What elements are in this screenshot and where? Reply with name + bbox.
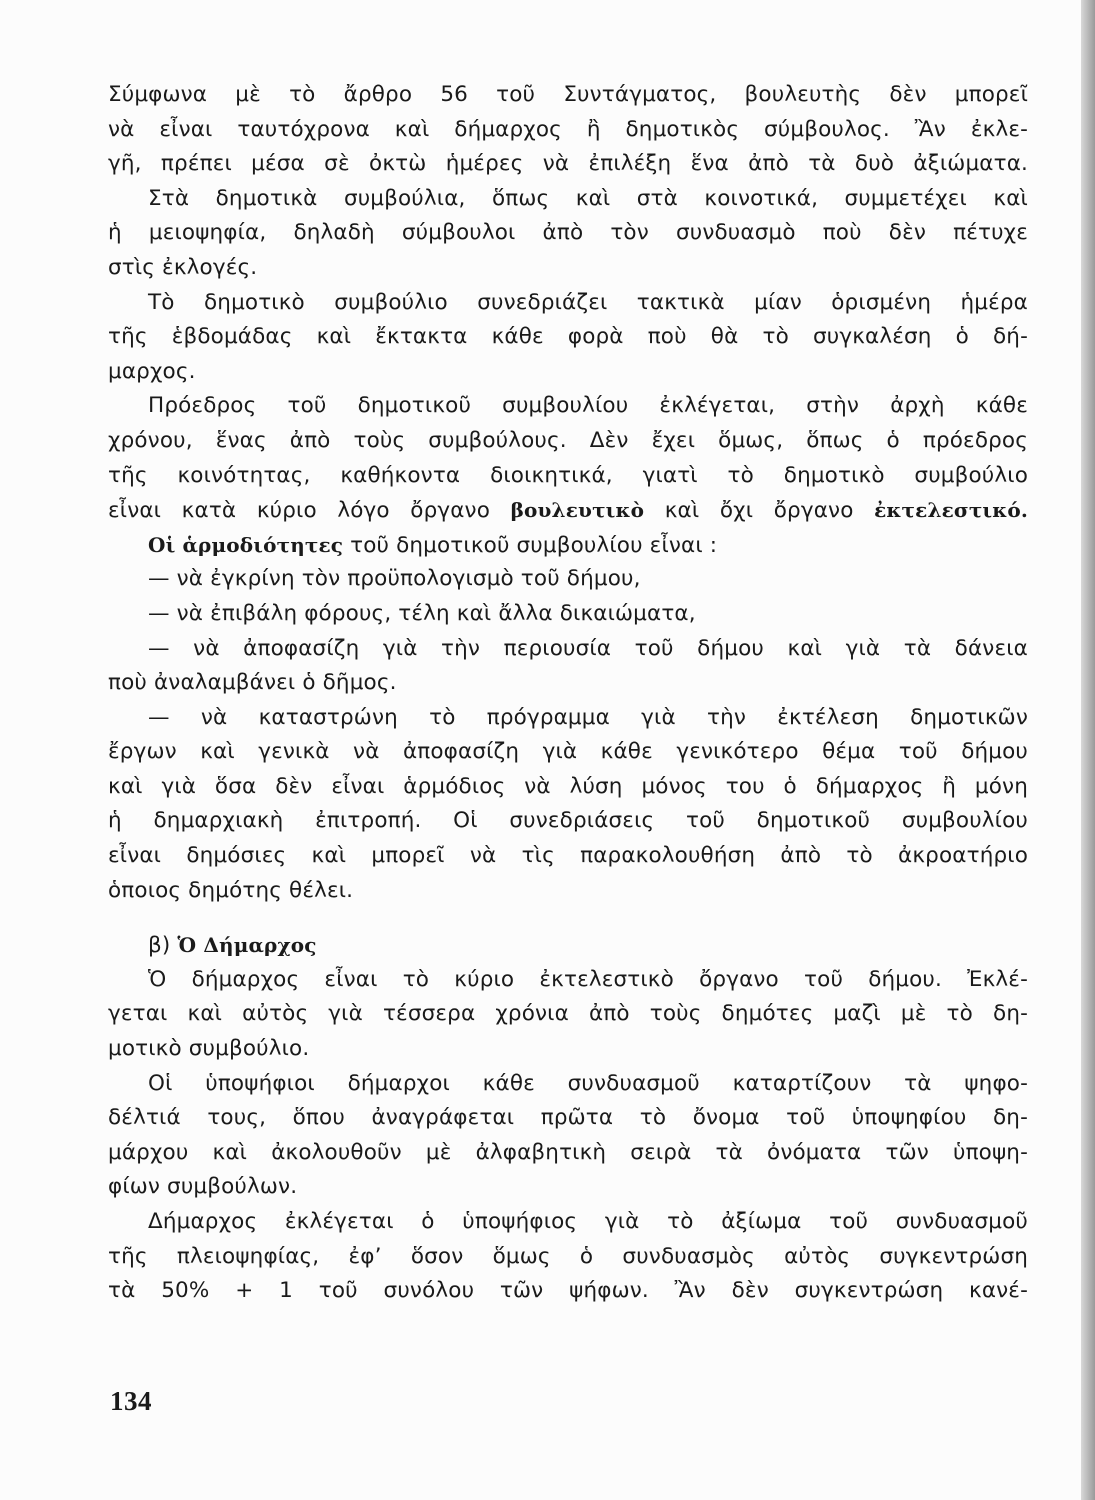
text-line: καὶ γιὰ ὅσα δὲν εἶναι ἁρμόδιος νὰ λύση μόνος του ὁ δήμαρχος ἢ μόνη	[108, 773, 1028, 799]
text-line: ποὺ ἀναλαμβάνει ὁ δῆμος.	[108, 670, 397, 696]
text-line: Δήμαρχος ἐκλέγεται ὁ ὑποψήφιος γιὰ τὸ ἀξίωμα τοῦ συνδυασμοῦ	[148, 1209, 1028, 1234]
text-line	[108, 528, 1028, 563]
text-line: στὶς ἐκλογές.	[108, 254, 258, 280]
text-line: Πρόεδρος τοῦ δημοτικοῦ συμβουλίου ἐκλέγεται, στὴν ἀρχὴ κάθε	[148, 393, 1028, 419]
text-line: δέλτιά τους, ὅπου ἀναγράφεται πρῶτα τὸ ὄνομα τοῦ ὑποψηφίου δη-	[108, 1105, 1028, 1131]
text-line: εἶναι δημόσιες καὶ μπορεῖ νὰ τὶς παρακολουθήση ἀπὸ τὸ ἀκροατήριο	[108, 843, 1028, 869]
text-line: μαρχος.	[108, 358, 196, 384]
text-line: τὰ 50% + 1 τοῦ συνόλου τῶν ψήφων. Ἂν δὲν συγκεντρώση κανέ-	[108, 1278, 1028, 1304]
text-line: τῆς ἑβδομάδας καὶ ἔκτακτα κάθε φορὰ ποὺ θὰ τὸ συγκαλέση ὁ δή-	[108, 324, 1028, 350]
list-item: — νὰ καταστρώνη τὸ πρόγραμμα γιὰ τὴν ἐκτέλεση δημοτικῶν	[148, 704, 1028, 730]
text-line: Οἱ ὑποψήφιοι δήμαρχοι κάθε συνδυασμοῦ καταρτίζουν τὰ ψηφο-	[148, 1070, 1028, 1096]
text-line: γεται καὶ αὐτὸς γιὰ τέσσερα χρόνια ἀπὸ τοὺς δημότες μαζὶ μὲ τὸ δη-	[108, 1001, 1028, 1027]
bold-term: ἐκτελεστικό.	[874, 498, 1028, 523]
text-line: φίων συμβούλων.	[108, 1174, 298, 1200]
section-heading	[108, 928, 1028, 963]
page-edge-shadow	[1081, 0, 1095, 1500]
text-line: μοτικὸ συμβούλιο.	[108, 1036, 310, 1062]
text-line: Στὰ δημοτικὰ συμβούλια, ὅπως καὶ στὰ κοινοτικά, συμμετέχει καὶ	[148, 185, 1028, 211]
section-gap	[108, 908, 1028, 928]
text-line: Ὁ δήμαρχος εἶναι τὸ κύριο ἐκτελεστικὸ ὄργανο τοῦ δήμου. Ἐκλέ-	[148, 966, 1028, 992]
text-line	[108, 493, 1028, 528]
page-body	[108, 78, 1028, 1309]
section-label: β)	[148, 933, 178, 959]
page-number: 134	[110, 1386, 152, 1416]
list-item: — νὰ ἐπιβάλη φόρους, τέλη καὶ ἄλλα δικαιώματα,	[148, 600, 696, 626]
text-line: τῆς κοινότητας, καθήκοντα διοικητικά, γιατὶ τὸ δημοτικὸ συμβούλιο	[108, 462, 1028, 488]
text-line: ὁποιος δημότης θέλει.	[108, 877, 354, 903]
bold-term: βουλευτικὸ	[510, 498, 645, 523]
bold-term: Οἱ ἁρμοδιότητες	[148, 532, 344, 557]
text-line: γῆ, πρέπει μέσα σὲ ὀκτὼ ἡμέρες νὰ ἐπιλέξη ἕνα ἀπὸ τὰ δυὸ ἀξιώματα.	[108, 151, 1028, 177]
text-line: Σύμφωνα μὲ τὸ ἄρθρο 56 τοῦ Συντάγματος, βουλευτὴς δὲν μπορεῖ	[108, 82, 1028, 107]
text-run: τοῦ δημοτικοῦ συμβουλίου εἶναι :	[343, 532, 718, 558]
text-line: Τὸ δημοτικὸ συμβούλιο συνεδριάζει τακτικὰ μίαν ὁρισμένη ἡμέρα	[148, 289, 1028, 315]
text-run: καὶ ὄχι ὄργανο	[644, 498, 875, 524]
section-title: Ὁ Δήμαρχος	[177, 933, 317, 958]
text-line: ἔργων καὶ γενικὰ νὰ ἀποφασίζη γιὰ κάθε γενικότερο θέμα τοῦ δήμου	[108, 739, 1028, 765]
text-line: ἡ μειοψηφία, δηλαδὴ σύμβουλοι ἀπὸ τὸν συνδυασμὸ ποὺ δὲν πέτυχε	[108, 220, 1028, 246]
text-line: τῆς πλειοψηφίας, ἐφ’ ὅσον ὅμως ὁ συνδυασμὸς αὐτὸς συγκεντρώση	[108, 1243, 1028, 1269]
text-line: νὰ εἶναι ταυτόχρονα καὶ δήμαρχος ἢ δημοτικὸς σύμβουλος. Ἂν ἐκλε-	[108, 116, 1028, 142]
text-line: χρόνου, ἕνας ἀπὸ τοὺς συμβούλους. Δὲν ἔχει ὅμως, ὅπως ὁ πρόεδρος	[108, 427, 1028, 453]
list-item: — νὰ ἐγκρίνη τὸν προϋπολογισμὸ τοῦ δήμου,	[148, 566, 641, 592]
text-line: ἡ δημαρχιακὴ ἐπιτροπή. Οἱ συνεδριάσεις τοῦ δημοτικοῦ συμβουλίου	[108, 808, 1028, 834]
text-run: εἶναι κατὰ κύριο λόγο ὄργανο	[108, 498, 511, 524]
list-item: — νὰ ἀποφασίζη γιὰ τὴν περιουσία τοῦ δήμου καὶ γιὰ τὰ δάνεια	[148, 635, 1028, 661]
text-line: μάρχου καὶ ἀκολουθοῦν μὲ ἀλφαβητικὴ σειρὰ τὰ ὀνόματα τῶν ὑποψη-	[108, 1139, 1028, 1165]
